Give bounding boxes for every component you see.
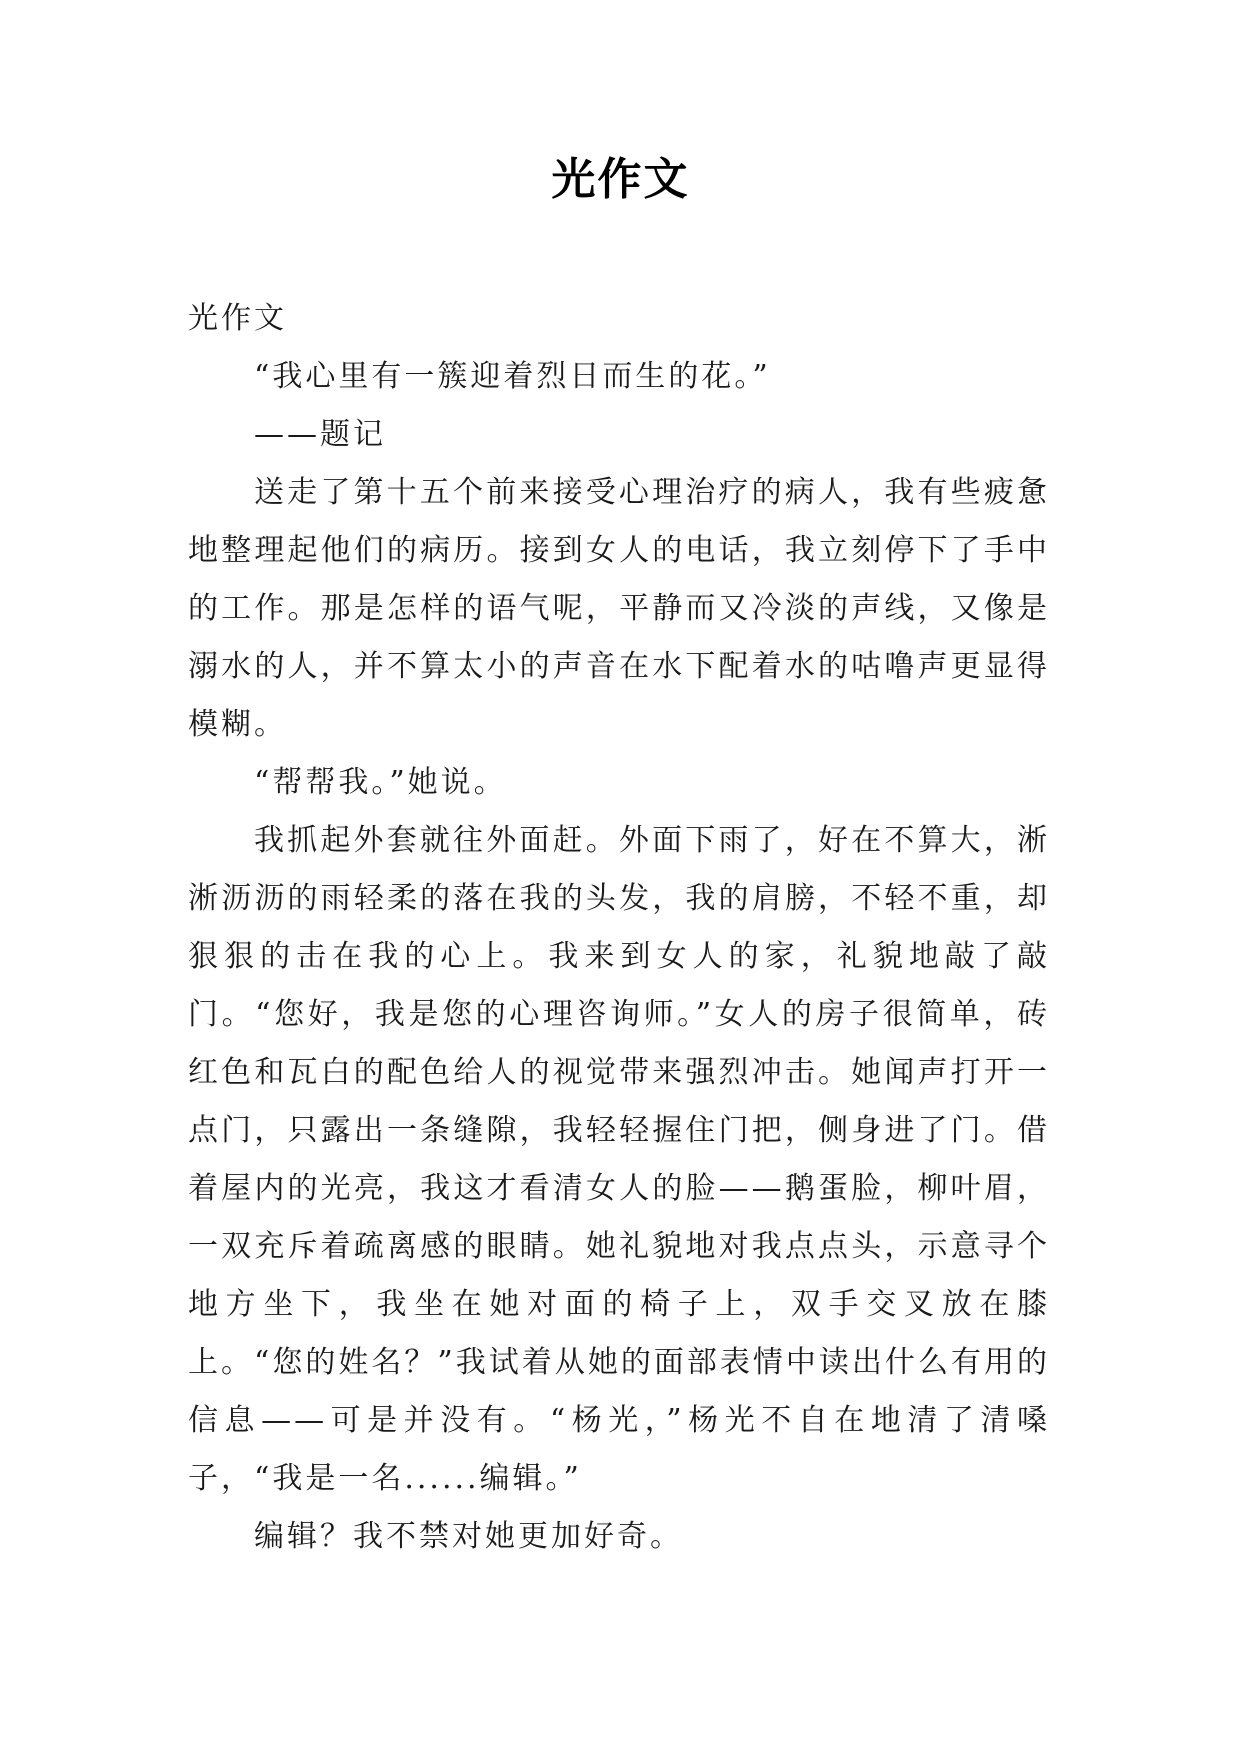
- epigraph-quote: “我心里有一簇迎着烈日而生的花。”: [254, 359, 771, 394]
- essay-heading: 光作文: [188, 301, 287, 336]
- document-title: 光作文: [551, 154, 690, 205]
- epigraph-attribution: ——题记: [254, 417, 386, 452]
- paragraph: 送走了第十五个前来接受心理治疗的病人，我有些疲惫地整理起他们的病历。接到女人的电话，我立刻停下了手中的工作。那是怎样的语气呢，平静而又冷淡的声线，又像是溺水的人，并不算太小的声音在水下配着水的咕噜声更显得模糊。: [188, 475, 1050, 742]
- paragraph: 编辑？我不禁对她更加好奇。: [254, 1519, 683, 1554]
- document-body: [188, 290, 1050, 1566]
- paragraph: 我抓起外套就往外面赶。外面下雨了，好在不算大，淅淅沥沥的雨轻柔的落在我的头发，我的肩膀，不轻不重，却狠狠的击在我的心上。我来到女人的家，礼貌地敲了敲门。“您好，我是您的心理咨询师。”女人的房子很简单，砖红色和瓦白的配色给人的视觉带来强烈冲击。她闻声打开一点门，只露出一条缝隙，我轻轻握住门把，侧身进了门。借着屋内的光亮，我这才看清女人的脸——鹅蛋脸，柳叶眉，一双充斥着疏离感的眼睛。她礼貌地对我点点头，示意寻个地方坐下，我坐在她对面的椅子上，双手交叉放在膝上。“您的姓名？”我试着从她的面部表情中读出什么有用的信息——可是并没有。“杨光，”杨光不自在地清了清嗓子，“我是一名......编辑。”: [188, 823, 1050, 1496]
- paragraph: “帮帮我。”她说。: [254, 765, 507, 800]
